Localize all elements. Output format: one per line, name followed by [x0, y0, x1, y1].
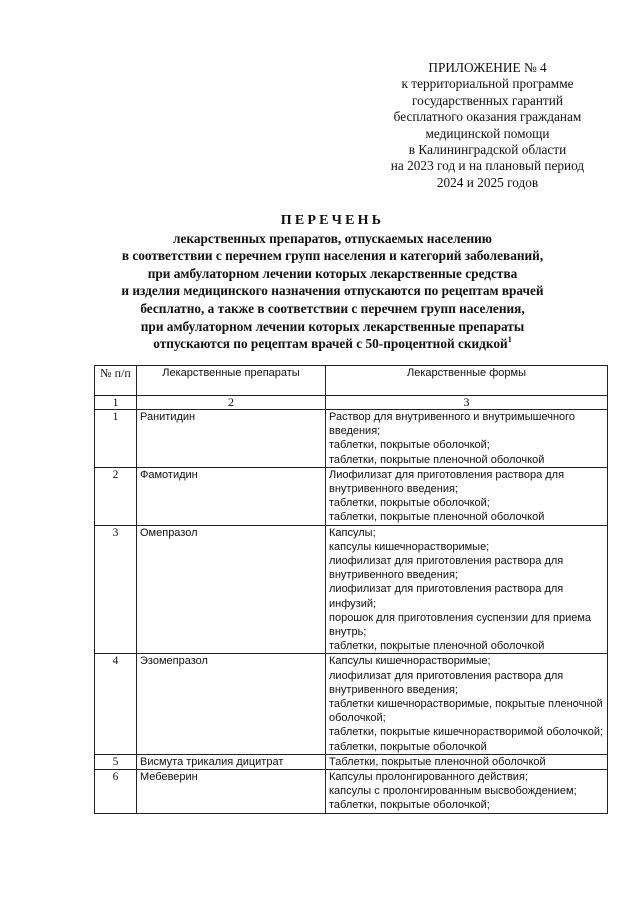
appendix-block: [360, 60, 615, 191]
drug-form-item: Капсулы кишечнорастворимые;: [329, 655, 491, 668]
table-row: [95, 654, 608, 754]
drug-forms: [326, 654, 608, 754]
drug-forms: [326, 770, 608, 814]
appendix-line: медицинской помощи: [425, 125, 550, 141]
heading-line: в соответствии с перечнем групп населения и категорий заболеваний,: [121, 248, 544, 264]
index-cell: 2: [137, 396, 326, 410]
heading-line: при амбулаторном лечении которых лекарственные препараты: [140, 318, 525, 334]
drug-form-item: Таблетки, покрытые пленочной оболочкой: [329, 755, 546, 768]
drug-name: Эзомепразол: [137, 654, 326, 754]
drug-table: [94, 365, 608, 814]
table-index-row: [95, 396, 608, 410]
heading-line: лекарственных препаратов, отпускаемых населению: [173, 230, 492, 246]
drug-form-item: таблетки, покрытые пленочной оболочкой: [329, 511, 545, 524]
footnote-mark: 1: [507, 335, 512, 345]
table-row: [95, 770, 608, 814]
drug-form-item: Лиофилизат для приготовления раствора для внутривенного введения;: [329, 468, 565, 496]
header-drugs: Лекарственные препараты: [137, 366, 326, 396]
drug-form-item: таблетки, покрытые оболочкой: [329, 740, 487, 753]
drug-form-item: таблетки кишечнорастворимые, покрытые пленочной оболочкой;: [329, 698, 603, 725]
row-number: 4: [95, 654, 137, 754]
appendix-title: ПРИЛОЖЕНИЕ № 4: [428, 60, 547, 75]
index-cell: 1: [95, 396, 137, 410]
drug-form-item: порошок для приготовления суспензии для приема внутрь;: [329, 611, 592, 639]
drug-form-item: Капсулы пролонгированного действия;: [329, 771, 528, 784]
drug-form-item: лиофилизат для приготовления раствора для внутривенного введения;: [329, 669, 564, 696]
table-row: [95, 754, 608, 769]
table-header-row: [95, 366, 608, 396]
drug-form-item: капсулы кишечнорастворимые;: [329, 540, 490, 553]
drug-form-item: капсулы с пролонгированным высвобождением;: [329, 785, 577, 798]
row-number: 2: [95, 467, 137, 525]
document-heading: [80, 212, 585, 353]
row-number: 6: [95, 770, 137, 814]
drug-form-item: Капсулы;: [329, 526, 376, 539]
table-row: [95, 410, 608, 468]
drug-forms: [326, 754, 608, 769]
header-number: № п/п: [95, 366, 137, 396]
heading-line-last: [80, 335, 585, 353]
appendix-line: в Калининградской области: [408, 142, 567, 158]
drug-name: Ранитидин: [137, 410, 326, 468]
drug-form-item: таблетки, покрытые оболочкой;: [329, 439, 490, 452]
row-number: 3: [95, 525, 137, 654]
table-body: [95, 410, 608, 814]
drug-form-item: лиофилизат для приготовления раствора для внутривенного введения;: [329, 555, 564, 582]
drug-name: Мебеверин: [137, 770, 326, 814]
appendix-line: бесплатного оказания гражданам: [393, 109, 582, 125]
row-number: 1: [95, 410, 137, 468]
document-title: ПЕРЕЧЕНЬ: [280, 213, 385, 228]
heading-line: бесплатно, а также в соответствии с перечнем групп населения,: [140, 300, 525, 316]
appendix-line: 2024 и 2025 годов: [436, 174, 539, 190]
heading-line: и изделия медицинского назначения отпускаются по рецептам врачей: [121, 283, 544, 299]
index-cell: 3: [326, 396, 608, 410]
drug-forms: [326, 525, 608, 654]
drug-name: Омепразол: [137, 525, 326, 654]
appendix-line: государственных гарантий: [412, 92, 563, 108]
drug-forms: [326, 467, 608, 525]
drug-form-item: таблетки, покрытые кишечнорастворимой оболочкой;: [329, 726, 604, 739]
table-row: [95, 467, 608, 525]
heading-line: при амбулаторном лечении которых лекарственные средства: [147, 265, 518, 281]
drug-forms: [326, 410, 608, 468]
table-row: [95, 525, 608, 654]
heading-line-text: отпускаются по рецептам врачей с 50-процентной скидкой: [153, 336, 508, 352]
drug-form-item: таблетки, покрытые оболочкой;: [329, 799, 490, 812]
drug-name: Висмута трикалия дицитрат: [137, 754, 326, 769]
drug-name: Фамотидин: [137, 467, 326, 525]
appendix-line: к территориальной программе: [401, 76, 574, 92]
drug-form-item: таблетки, покрытые оболочкой;: [329, 497, 490, 510]
row-number: 5: [95, 754, 137, 769]
header-forms: Лекарственные формы: [326, 366, 608, 396]
drug-form-item: таблетки, покрытые пленочной оболочкой: [329, 640, 545, 653]
appendix-line: на 2023 год и на плановый период: [390, 158, 585, 174]
drug-form-item: таблетки, покрытые пленочной оболочкой: [329, 453, 545, 466]
drug-form-item: лиофилизат для приготовления раствора для инфузий;: [329, 583, 564, 610]
drug-form-item: Раствор для внутривенного и внутримышечного введения;: [329, 411, 576, 438]
